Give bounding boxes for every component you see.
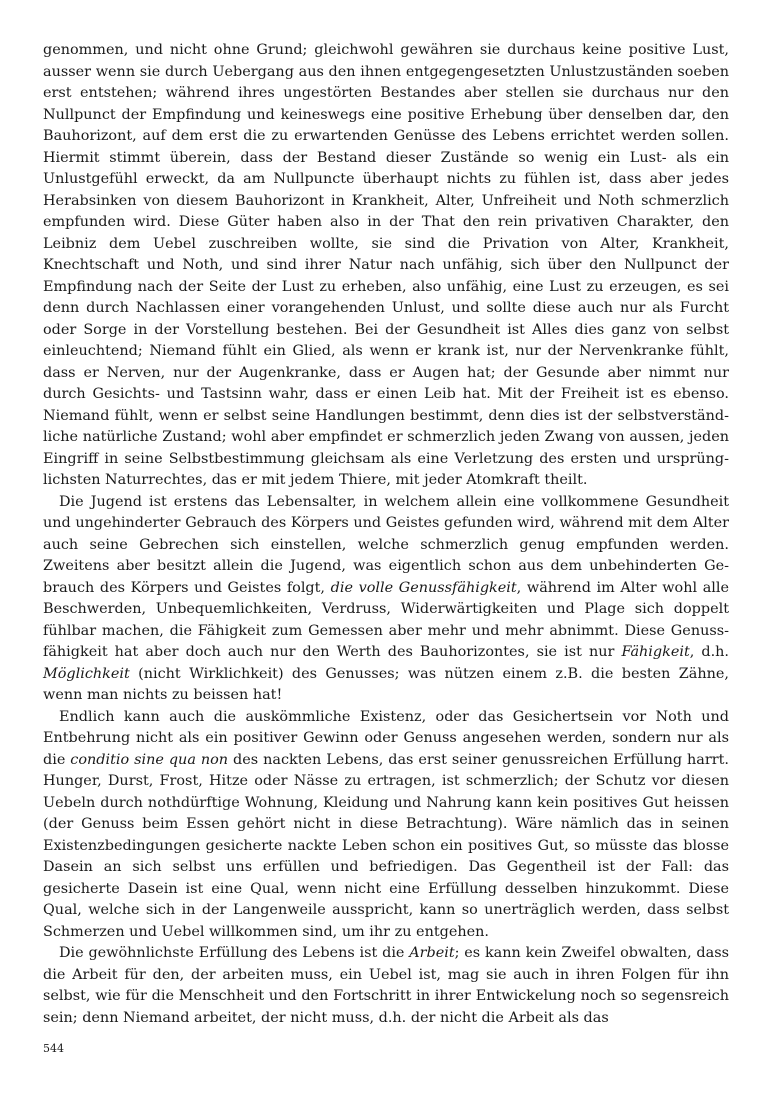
paragraph-4-emphasis-1: Arbeit — [409, 945, 455, 961]
paragraph-2-emphasis-2: Fähigkeit — [621, 644, 690, 660]
paragraph-2-text-2: , während im Alter wohl alle Beschwerden, Unbequemlichkeiten, Verdruss, Widerwärtigkeiten und Plage sich doppelt fühlbar machen, die Fähigkeit zum Gemessen aber mehr und mehr abnimmt. Diese Genussfähigkeit hat aber doch auch nur den Werth des Bauhorizontes, sie ist nur — [43, 579, 729, 660]
paragraph-2-text-4: (nicht Wirklichkeit) des Genusses; was nützen einem z.B. die besten Zähne, wenn man nichts zu beissen hat! — [43, 665, 729, 703]
page-body — [43, 40, 729, 1029]
paragraph-3-text-2: des nackten Lebens, das erst seiner genussreichen Erfüllung harrt. Hunger, Durst, Frost, Hitze oder Nässe zu ertragen, ist schmerzlich; der Schutz vor diesen Uebeln durch nothdürftige Wohnung, Kleidung und Nahrung kann kein positives Gut heissen (der Genuss beim Essen gehört nicht in diese Betrachtung). Wäre nämlich das in seinen Existenzbedingungen gesicherte nackte Leben schon ein positives Gut, so müsste das blosse Dasein an sich selbst uns erfüllen und befriedigen. Das Gegentheil ist der Fall: das gesicherte Dasein ist eine Qual, wenn nicht eine Erfüllung desselben hinzukommt. Diese Qual, welche sich in der Langenweile ausspricht, kann so unerträglich werden, dass selbst Schmerzen und Uebel willkommen sind, um ihr zu entgehen. — [43, 751, 729, 940]
paragraph-2-emphasis-3: Möglichkeit — [43, 665, 130, 682]
paragraph-2 — [43, 492, 729, 707]
paragraph-4 — [43, 943, 729, 1029]
paragraph-4-text-2: ; es kann kein Zweifel obwalten, dass die Arbeit für den, der arbeiten muss, ein Uebel ist, mag sie auch in ihren Folgen für ihn selbst, wie für die Menschheit und den Fortschritt in ihrer Entwickelung noch so segensreich sein; denn Niemand arbeitet, der nicht muss, d.h. der nicht die Arbeit als das — [43, 945, 729, 1026]
paragraph-1 — [43, 40, 729, 492]
paragraph-4-text-1: Die gewöhnlichste Erfüllung des Lebens ist die — [59, 945, 410, 961]
page-number: 544 — [43, 1042, 64, 1055]
paragraph-1-text-1: genommen, und nicht ohne Grund; gleichwohl gewähren sie durchaus keine positive Lust, ausser wenn sie durch Uebergang aus den ihnen entgegengesetzten Unlustzuständen soeben erst entstehen; während ihres ungestörten Bestandes aber stellen sie durchaus nur den Nullpunct der Empfindung und keineswegs eine positive Erhebung über denselben dar, den Bauhorizont, auf dem erst die zu erwartenden Genüsse des Lebens errichtet werden sollen. Hiermit stimmt überein, dass der Bestand dieser Zustände so wenig ein Lust- als ein Unlustgefühl erweckt, da am Nullpuncte überhaupt nichts zu fühlen ist, dass aber jedes Herabsinken von diesem Bauhorizont in Krankheit, Alter, Unfreiheit und Noth schmerzlich empfunden wird. Diese Güter haben also in der That den rein privativen Charakter, den Leibniz dem Uebel zuschreiben wollte, sie sind die Privation von Alter, Krankheit, Knechtschaft und Noth, und sind ihrer Natur nach unfähig, sich über den Nullpunct der Empfindung nach der Seite der Lust zu erheben, also unfähig, eine Lust zu erzeugen, es sei denn durch Nachlassen einer vorangehenden Unlust, und sollte diese auch nur als Furcht oder Sorge in der Vorstellung bestehen. Bei der Gesundheit ist Alles dies ganz von selbst einleuchtend; Niemand fühlt ein Glied, als wenn er krank ist, nur der Nervenkranke fühlt, dass er Nerven, nur der Augenkranke, dass er Augen hat; der Gesunde aber nimmt nur durch Gesichts- und Tastsinn wahr, dass er einen Leib hat. Mit der Freiheit ist es ebenso. Niemand fühlt, wenn er selbst seine Handlungen bestimmt, denn dies ist der selbstverständliche natürliche Zustand; wohl aber empfindet er schmerzlich jeden Zwang von aussen, jeden Eingriff in seine Selbstbestimmung gleichsam als eine Verletzung des ersten und ursprünglichsten Naturrechtes, das er mit jedem Thiere, mit jeder Atomkraft theilt. — [43, 42, 729, 488]
paragraph-2-text-1: Die Jugend ist erstens das Lebensalter, in welchem allein eine vollkommene Gesundheit und ungehinderter Gebrauch des Körpers und Geistes gefunden wird, während mit dem Alter auch seine Gebrechen sich einstellen, welche schmerzlich genug empfunden werden. Zweitens aber besitzt allein die Jugend, was eigentlich schon aus dem unbehinderten Gebrauch des Körpers und Geistes folgt, — [43, 493, 729, 596]
paragraph-3 — [43, 707, 729, 944]
paragraph-2-emphasis-1: die volle Genussfähigkeit — [330, 579, 517, 596]
paragraph-2-text-3: , d.h. — [689, 644, 729, 660]
paragraph-3-text-1: Endlich kann auch die auskömmliche Existenz, oder das Gesichertsein vor Noth und Entbehrung nicht als ein positiver Gewinn oder Genuss angesehen werden, sondern nur als die — [43, 708, 729, 768]
paragraph-3-emphasis-1: conditio sine qua non — [70, 751, 229, 768]
